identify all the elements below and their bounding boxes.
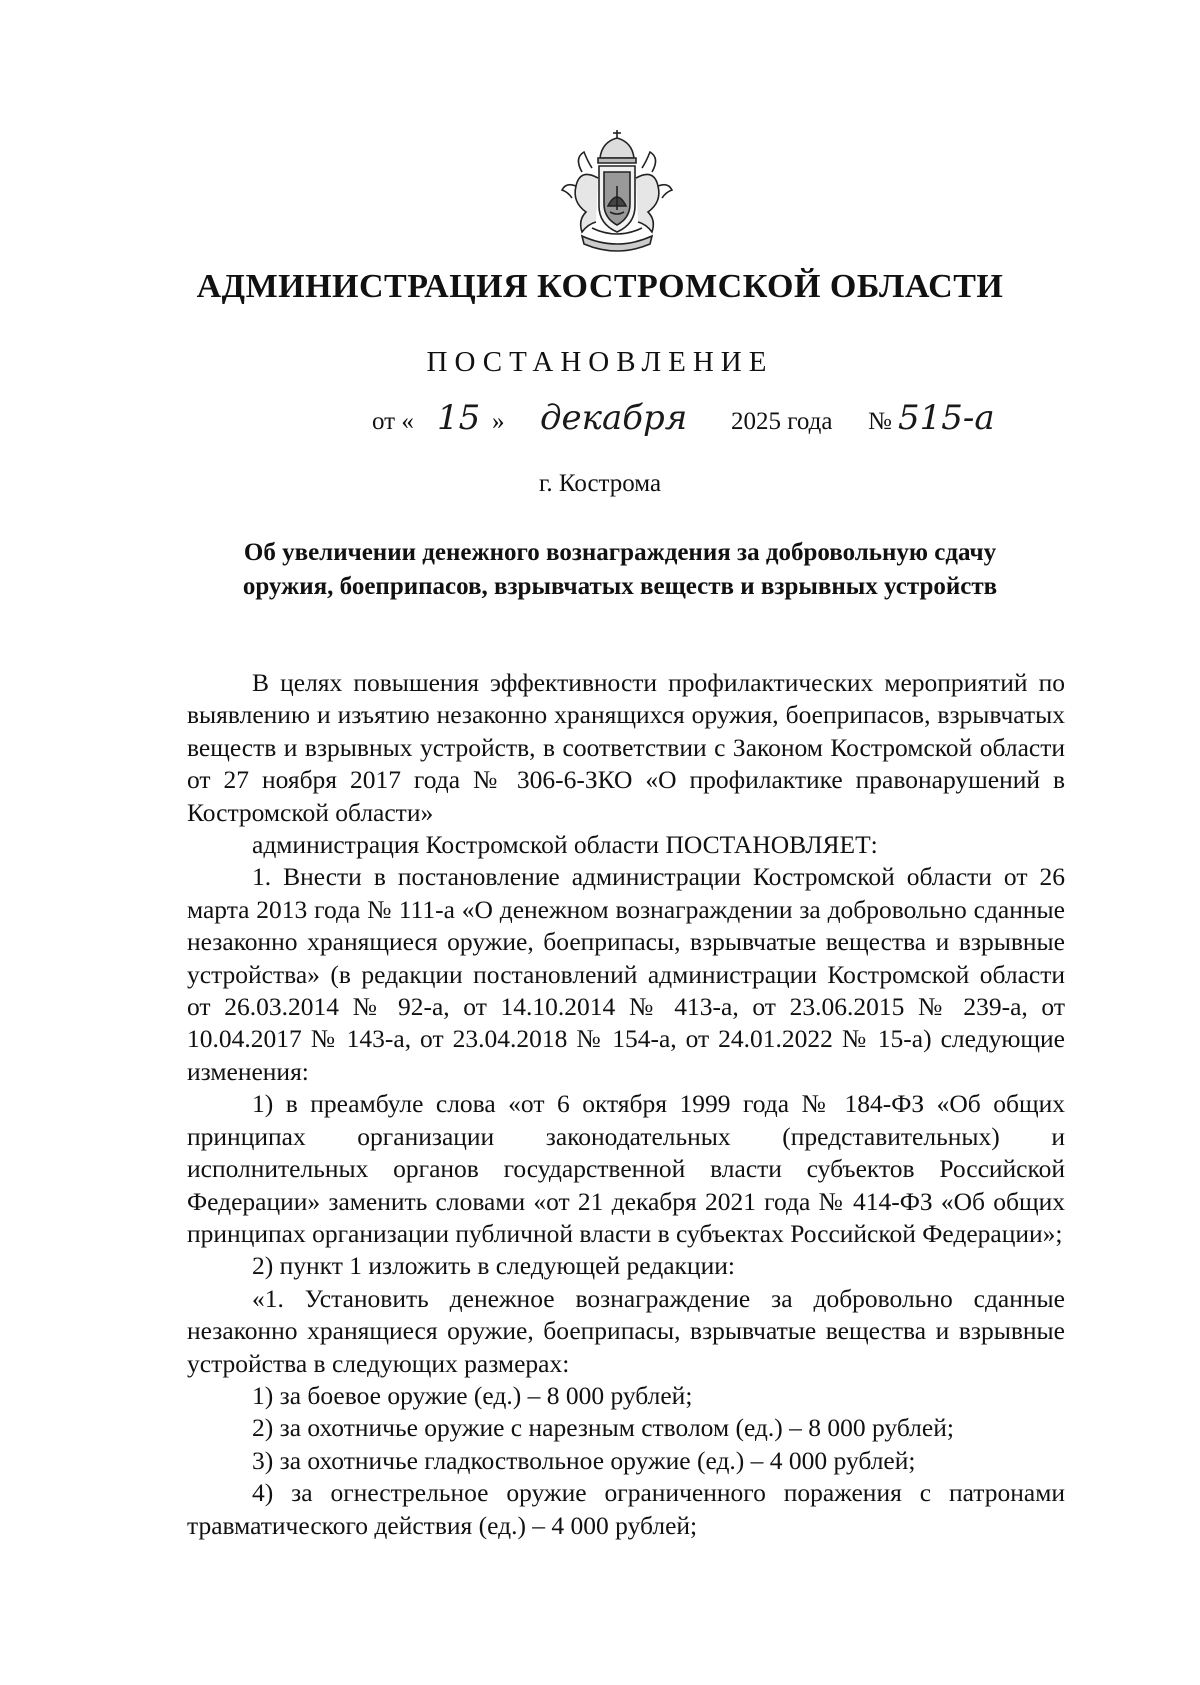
preamble-paragraph: В целях повышения эффективности профилактических мероприятий по выявлению и изъятию незаконно хранящихся оружия, боеприпасов, взрывчатых веществ и взрывных устройств, в соответствии с Законом Костромской области от 27 ноября 2017 года № 306-6-ЗКО «О профилактике правонарушений в Костромской области» [187, 668, 1065, 827]
date-month-handwritten: декабря [540, 398, 688, 438]
item-1-paragraph: 1. Внести в постановление администрации Костромской области от 26 марта 2013 года № 111-а «О денежном вознаграждении за добровольно сданные незаконно хранящиеся оружие, боеприпасы, взрывчатые вещества и взрывные устройства» (в редакции постановлений администрации Костромской области от 26.03.2014 № 92-а, от 14.10.2014 № 413-а, от 23.06.2015 № 239-а, от 10.04.2017 № 143-а, от 23.04.2018 № 154-а, от 24.01.2022 № 15-а) следующие изменения: [187, 862, 1065, 1086]
city: г. Кострома [538, 470, 662, 497]
coat-of-arms-icon [552, 128, 682, 258]
document-body [187, 667, 1065, 1542]
organization-name: АДМИНИСТРАЦИЯ КОСТРОМСКОЙ ОБЛАСТИ [196, 268, 1004, 305]
date-prefix: от « [372, 408, 414, 435]
list-item: 1) за боевое оружие (ед.) – 8 000 рублей; [252, 1380, 693, 1410]
document-title [180, 536, 1060, 604]
document-type: ПОСТАНОВЛЕНИЕ [426, 346, 774, 378]
list-item: 4) за огнестрельное оружие ограниченного поражения с патронами травматического действия (ед.) – 4 000 рублей; [187, 1478, 1065, 1540]
subitem-2-paragraph: 2) пункт 1 изложить в следующей редакции: [252, 1251, 735, 1281]
quoted-item-paragraph: «1. Установить денежное вознаграждение за добровольно сданные незаконно хранящиеся оружие, боеприпасы, взрывчатые вещества и взрывные устройства в следующих размерах: [187, 1283, 1065, 1378]
subitem-1-paragraph: 1) в преамбуле слова «от 6 октября 1999 года № 184-ФЗ «Об общих принципах организации законодательных (представительных) и исполнительных органов государственной власти субъектов Российской Федерации» заменить словами «от 21 декабря 2021 года № 414-ФЗ «Об общих принципах организации публичной власти в субъектах Российской Федерации»; [187, 1089, 1065, 1248]
date-year: 2025 года [731, 408, 833, 435]
date-close: » [492, 408, 505, 435]
date-day-handwritten: 15 [437, 398, 481, 438]
list-item: 2) за охотничье оружие с нарезным стволом (ед.) – 8 000 рублей; [252, 1413, 954, 1443]
title-line-2: оружия, боеприпасов, взрывчатых веществ и взрывных устройств [242, 573, 998, 600]
list-item: 3) за охотничье гладкоствольное оружие (ед.) – 4 000 рублей; [252, 1445, 916, 1475]
resolves-paragraph: администрация Костромской области ПОСТАНОВЛЯЕТ: [252, 830, 878, 860]
number-sign: № [868, 408, 892, 435]
title-line-1: Об увеличении денежного вознаграждения за добровольную сдачу [243, 539, 997, 566]
document-number-handwritten: 515-а [898, 398, 995, 438]
